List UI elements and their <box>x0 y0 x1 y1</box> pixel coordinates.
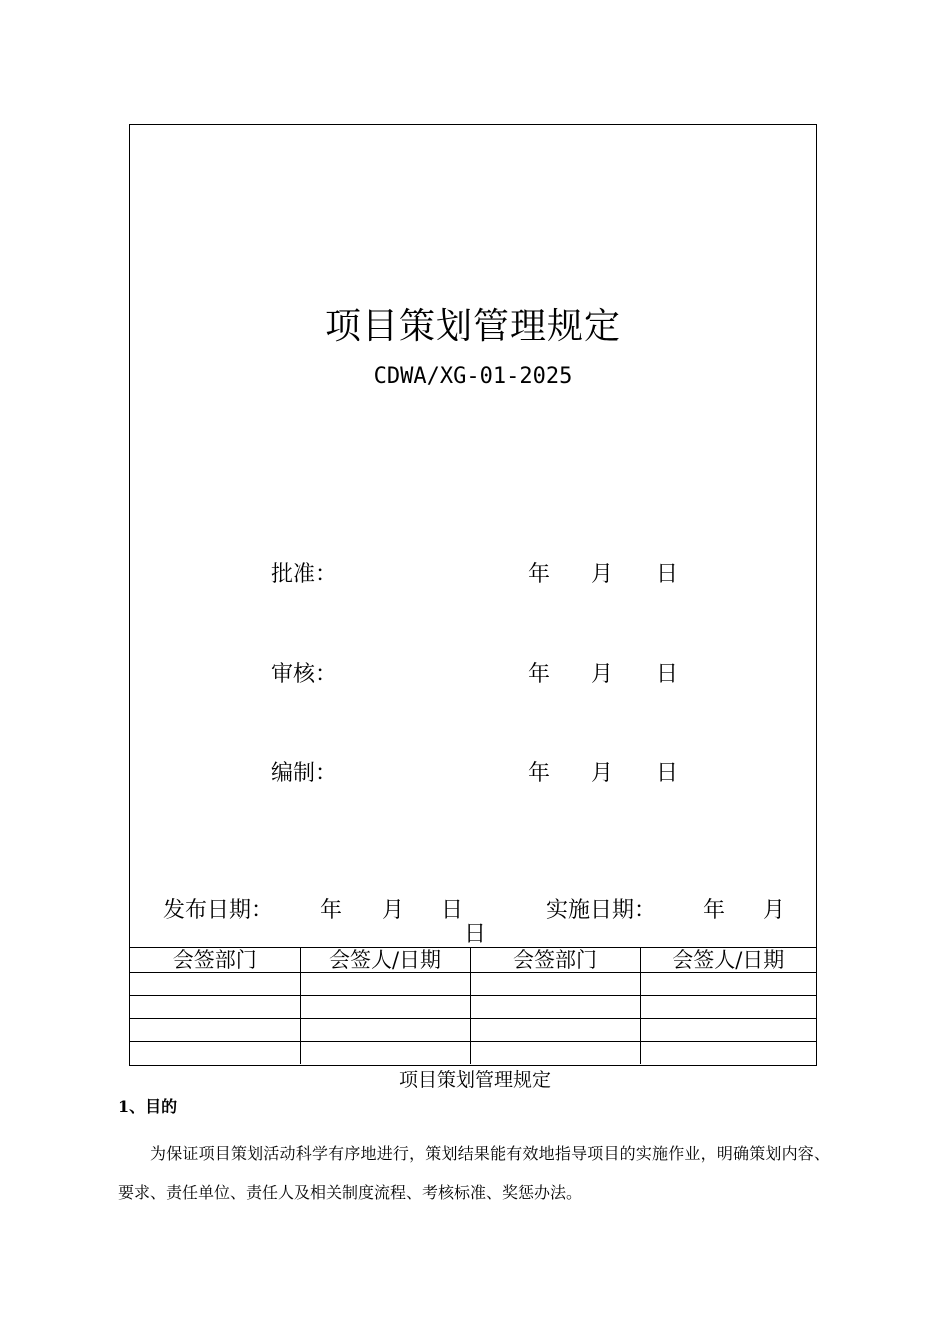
table-cell <box>130 996 300 1019</box>
table-cell <box>470 1019 640 1042</box>
header-department-1: 会签部门 <box>130 948 300 973</box>
release-effective-dates <box>130 897 816 949</box>
table-cell <box>640 1042 816 1065</box>
countersign-header-row <box>130 948 816 973</box>
table-cell <box>130 1042 300 1065</box>
table-cell <box>300 1042 470 1065</box>
countersign-table <box>130 947 816 1064</box>
effective-month: 月 <box>763 898 786 923</box>
review-day: 日 <box>656 662 679 687</box>
compile-day: 日 <box>656 761 679 786</box>
section-1-heading: 1、目的 <box>118 1097 178 1116</box>
header-department-2: 会签部门 <box>470 948 640 973</box>
table-cell <box>640 973 816 996</box>
approval-month: 月 <box>591 562 614 587</box>
table-cell <box>470 1042 640 1065</box>
table-row <box>130 973 816 996</box>
table-cell <box>300 973 470 996</box>
approval-year: 年 <box>528 562 551 587</box>
header-signer-date-2: 会签人/日期 <box>640 948 816 973</box>
table-cell <box>130 973 300 996</box>
compile-label: 编制： <box>271 761 338 786</box>
table-cell <box>640 996 816 1019</box>
cover-frame <box>129 124 817 1066</box>
effective-date-label: 实施日期： <box>546 898 657 923</box>
approval-day: 日 <box>656 562 679 587</box>
table-cell <box>300 1019 470 1042</box>
approval-label: 批准： <box>271 562 338 587</box>
section-1-paragraph: 为保证项目策划活动科学有序地进行，策划结果能有效地指导项目的实施作业，明确策划内容、要求、责任单位、责任人及相关制度流程、考核标准、奖惩办法。 <box>118 1144 830 1202</box>
release-day: 日 <box>441 898 464 923</box>
table-row <box>130 1042 816 1065</box>
header-signer-date-1: 会签人/日期 <box>300 948 470 973</box>
document-title: 项目策划管理规定 <box>324 306 621 347</box>
table-cell <box>470 996 640 1019</box>
table-cell <box>130 1019 300 1042</box>
body-title: 项目策划管理规定 <box>398 1069 551 1091</box>
effective-day: 日 <box>464 922 487 947</box>
compile-year: 年 <box>528 761 551 786</box>
release-date-label: 发布日期： <box>163 898 274 923</box>
review-month: 月 <box>591 662 614 687</box>
table-cell <box>300 996 470 1019</box>
effective-year: 年 <box>703 898 726 923</box>
review-year: 年 <box>528 662 551 687</box>
table-row <box>130 1019 816 1042</box>
review-label: 审核： <box>271 662 338 687</box>
compile-month: 月 <box>591 761 614 786</box>
table-cell <box>640 1019 816 1042</box>
table-row <box>130 996 816 1019</box>
table-cell <box>470 973 640 996</box>
document-code: CDWA/XG-01-2025 <box>373 364 573 389</box>
release-month: 月 <box>382 898 405 923</box>
release-year: 年 <box>320 898 343 923</box>
